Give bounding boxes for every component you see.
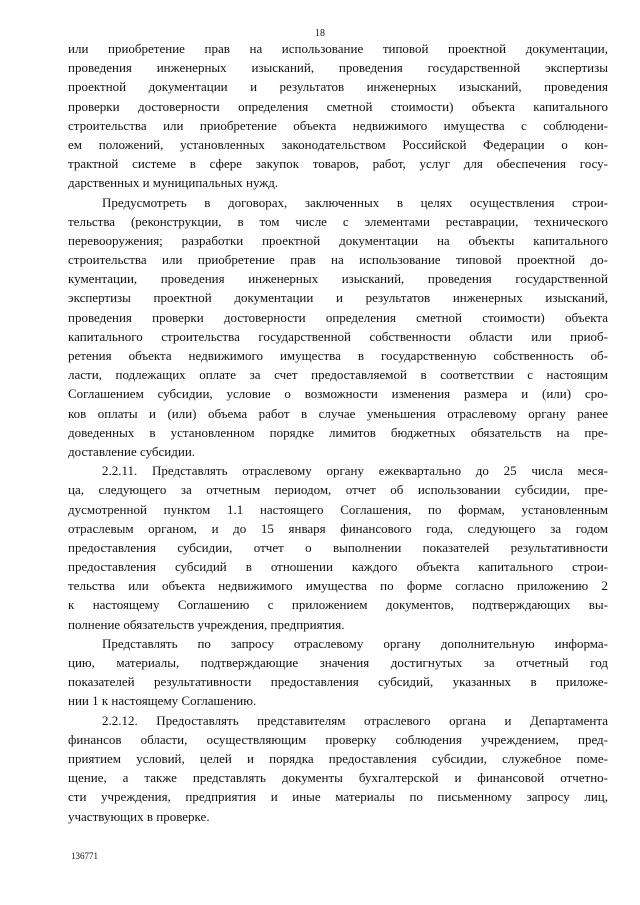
text-line: финансов области, осуществляющим проверку соблюдения учреждением, пред- <box>68 731 608 747</box>
text-line: 2.2.12. Предоставлять представителям отраслевого органа и Департамента <box>102 712 608 728</box>
paragraph <box>68 39 608 193</box>
text-line: Соглашением субсидии, условие о возможности изменения размера и (или) сро- <box>68 386 608 402</box>
page-number: 18 <box>315 28 325 39</box>
text-line: участвующих в проверке. <box>68 808 210 824</box>
text-line: строительства или приобретение прав на использование типовой проектной до- <box>68 252 608 268</box>
text-line: трактной системе в сфере закупок товаров, работ, услуг для обеспечения госу- <box>68 156 608 172</box>
text-line: ем положений, установленных законодательством Российской Федерации о кон- <box>68 136 608 152</box>
text-line: полнение обязательств учреждения, предприятия. <box>68 616 345 632</box>
paragraph <box>68 711 608 826</box>
text-line: сти учреждения, предприятия и иные материалы по письменному запросу лиц, <box>68 789 608 805</box>
text-line: дусмотренной пунктом 1.1 настоящего Соглашения, по формам, установленным <box>68 501 608 517</box>
text-line: тельства (реконструкции, в том числе с элементами реставрации, технического <box>68 213 608 229</box>
text-line: или приобретение прав на использование типовой проектной документации, <box>68 41 608 56</box>
text-line: тельства или объекта недвижимого имущества по форме согласно приложению 2 <box>68 578 608 594</box>
text-line: строительства или приобретение объекта недвижимого имущества с соблюдени- <box>68 117 608 133</box>
text-line: щение, а также представлять документы бухгалтерской и финансовой отчетно- <box>68 770 608 786</box>
paragraph <box>68 634 608 711</box>
document-body <box>68 39 608 826</box>
text-line: к настоящему Соглашению с приложением документов, подтверждающих вы- <box>68 597 608 613</box>
text-line: нии 1 к настоящему Соглашению. <box>68 693 257 709</box>
text-line: показателей результативности предоставления субсидий, указанных в приложе- <box>68 674 608 690</box>
text-line: доставление субсидии. <box>68 443 196 459</box>
text-line: приятием условий, целей и порядка предоставления субсидии, служебное поме- <box>68 750 608 766</box>
text-line: отраслевым органом, и до 15 января финансового года, следующего за годом <box>68 520 608 536</box>
text-line: ласти, подлежащих оплате за счет предоставляемой в соответствии с настоящим <box>68 367 608 383</box>
text-line: ков оплаты и (или) объема работ в случае уменьшения отраслевому органу ранее <box>68 405 608 421</box>
text-line: предоставления субсидии, отчет о выполнении показателей результативности <box>68 539 608 555</box>
text-line: предоставления субсидий в отношении каждого объекта капитального строи- <box>68 559 608 575</box>
text-line: кументации, проведения инженерных изысканий, проведения государственной <box>68 271 608 287</box>
text-line: дарственных и муниципальных нужд. <box>68 175 279 191</box>
text-line: проверки достоверности определения сметной стоимости) объекта капитального <box>68 98 608 114</box>
text-line: ца, следующего за отчетным периодом, отчет об использовании субсидии, пре- <box>68 482 608 498</box>
text-line: Предусмотреть в договорах, заключенных в целях осуществления строи- <box>102 194 608 210</box>
document-code: 136771 <box>71 851 98 861</box>
text-line: экспертизы проектной документации и результатов инженерных изысканий, <box>68 290 608 306</box>
text-line: Представлять по запросу отраслевому органу дополнительную информа- <box>102 635 608 651</box>
text-line: проведения инженерных изысканий, проведения государственной экспертизы <box>68 60 608 76</box>
text-line: проведения проверки достоверности определения сметной стоимости) объекта <box>68 309 608 325</box>
text-line: капитального строительства государственной собственности области или приоб- <box>68 328 608 344</box>
text-line: проектной документации и результатов инженерных изысканий, проведения <box>68 79 608 95</box>
text-line: 2.2.11. Представлять отраслевому органу ежеквартально до 25 числа меся- <box>102 463 608 479</box>
paragraph <box>68 193 608 462</box>
text-line: цию, материалы, подтверждающие значения достигнутых за отчетный год <box>68 655 608 670</box>
text-line: перевооружения; разработки проектной документации на объекты капитального <box>68 232 608 248</box>
text-line: доведенных в установленном порядке лимитов бюджетных обязательств на пре- <box>68 424 608 440</box>
text-line: ретения объекта недвижимого имущества в государственную собственность об- <box>68 348 608 363</box>
paragraph <box>68 461 608 634</box>
